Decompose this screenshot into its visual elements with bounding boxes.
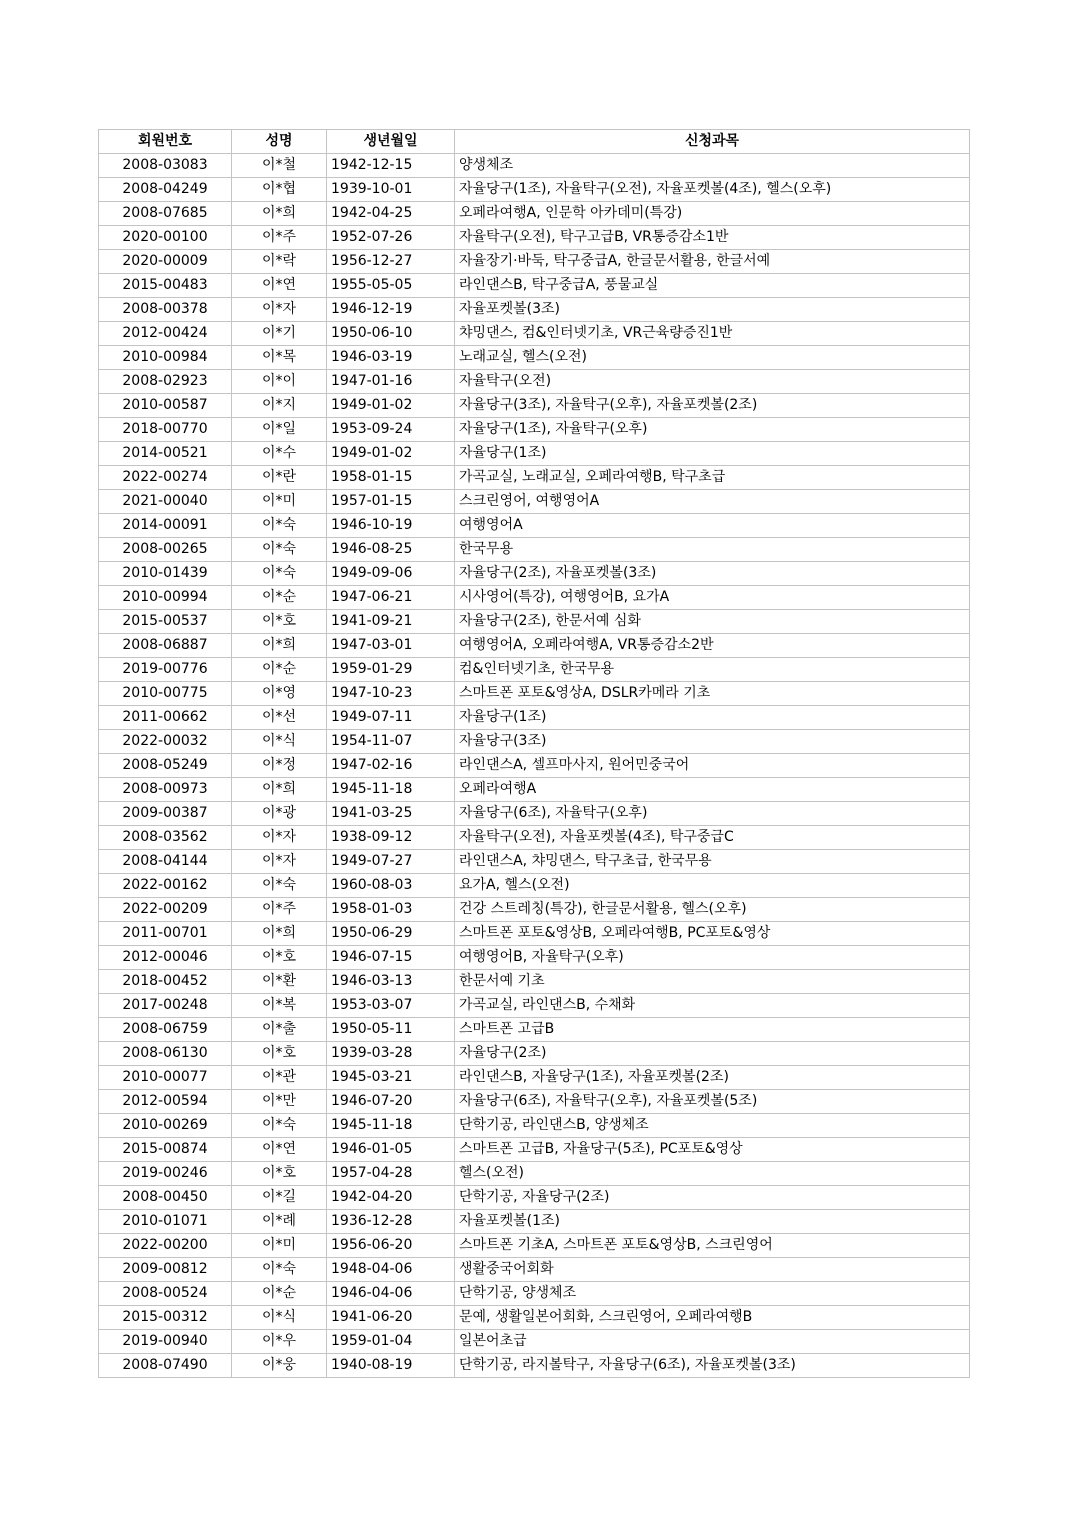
courses-cell: 단학기공, 양생체조 xyxy=(455,1282,970,1306)
table-row xyxy=(99,1186,970,1210)
courses-cell: 자율당구(2조), 한문서예 심화 xyxy=(455,610,970,634)
member-name-cell: 이*희 xyxy=(232,778,327,802)
header-birthdate: 생년월일 xyxy=(327,130,455,154)
member-name-cell: 이*기 xyxy=(232,322,327,346)
courses-cell: 스마트폰 고급B xyxy=(455,1018,970,1042)
table-row xyxy=(99,634,970,658)
table-row xyxy=(99,682,970,706)
member-name-cell: 이*숙 xyxy=(232,1258,327,1282)
table-row xyxy=(99,1354,970,1378)
birthdate-cell: 1948-04-06 xyxy=(327,1258,455,1282)
courses-cell: 자율당구(1조), 자율탁구(오후) xyxy=(455,418,970,442)
courses-cell: 챠밍댄스, 컴&인터넷기초, VR근육량증진1반 xyxy=(455,322,970,346)
birthdate-cell: 1958-01-03 xyxy=(327,898,455,922)
courses-cell: 라인댄스B, 자율당구(1조), 자율포켓볼(2조) xyxy=(455,1066,970,1090)
courses-cell: 단학기공, 라지볼탁구, 자율당구(6조), 자율포켓볼(3조) xyxy=(455,1354,970,1378)
member-id-cell: 2021-00040 xyxy=(99,490,232,514)
table-row xyxy=(99,1234,970,1258)
courses-cell: 일본어초급 xyxy=(455,1330,970,1354)
table-row xyxy=(99,706,970,730)
member-course-table xyxy=(98,129,970,1378)
member-name-cell: 이*수 xyxy=(232,442,327,466)
table-row xyxy=(99,418,970,442)
birthdate-cell: 1949-07-11 xyxy=(327,706,455,730)
table-row xyxy=(99,802,970,826)
table-row xyxy=(99,754,970,778)
courses-cell: 한국무용 xyxy=(455,538,970,562)
member-id-cell: 2022-00200 xyxy=(99,1234,232,1258)
birthdate-cell: 1956-06-20 xyxy=(327,1234,455,1258)
courses-cell: 자율당구(3조) xyxy=(455,730,970,754)
member-name-cell: 이*철 xyxy=(232,154,327,178)
table-row xyxy=(99,1090,970,1114)
courses-cell: 자율포켓볼(1조) xyxy=(455,1210,970,1234)
member-name-cell: 이*락 xyxy=(232,250,327,274)
courses-cell: 단학기공, 자율당구(2조) xyxy=(455,1186,970,1210)
birthdate-cell: 1941-09-21 xyxy=(327,610,455,634)
birthdate-cell: 1946-03-13 xyxy=(327,970,455,994)
birthdate-cell: 1950-05-11 xyxy=(327,1018,455,1042)
courses-cell: 여행영어B, 자율탁구(오후) xyxy=(455,946,970,970)
courses-cell: 단학기공, 라인댄스B, 양생체조 xyxy=(455,1114,970,1138)
birthdate-cell: 1942-04-20 xyxy=(327,1186,455,1210)
table-row xyxy=(99,226,970,250)
header-member-id: 회원번호 xyxy=(99,130,232,154)
courses-cell: 자율포켓볼(3조) xyxy=(455,298,970,322)
member-name-cell: 이*길 xyxy=(232,1186,327,1210)
courses-cell: 스크린영어, 여행영어A xyxy=(455,490,970,514)
member-name-cell: 이*미 xyxy=(232,490,327,514)
courses-cell: 스마트폰 기초A, 스마트폰 포토&영상B, 스크린영어 xyxy=(455,1234,970,1258)
table-row xyxy=(99,1306,970,1330)
member-name-cell: 이*영 xyxy=(232,682,327,706)
member-id-cell: 2017-00248 xyxy=(99,994,232,1018)
member-id-cell: 2022-00274 xyxy=(99,466,232,490)
courses-cell: 컴&인터넷기초, 한국무용 xyxy=(455,658,970,682)
member-id-cell: 2008-06759 xyxy=(99,1018,232,1042)
table-body xyxy=(99,154,970,1378)
member-id-cell: 2015-00874 xyxy=(99,1138,232,1162)
birthdate-cell: 1949-01-02 xyxy=(327,394,455,418)
member-name-cell: 이*지 xyxy=(232,394,327,418)
birthdate-cell: 1942-12-15 xyxy=(327,154,455,178)
birthdate-cell: 1958-01-15 xyxy=(327,466,455,490)
table-row xyxy=(99,154,970,178)
table-row xyxy=(99,658,970,682)
birthdate-cell: 1941-06-20 xyxy=(327,1306,455,1330)
table-row xyxy=(99,322,970,346)
courses-cell: 가곡교실, 노래교실, 오페라여행B, 탁구초급 xyxy=(455,466,970,490)
birthdate-cell: 1946-03-19 xyxy=(327,346,455,370)
courses-cell: 자율당구(1조) xyxy=(455,442,970,466)
member-id-cell: 2008-00524 xyxy=(99,1282,232,1306)
member-id-cell: 2019-00940 xyxy=(99,1330,232,1354)
member-id-cell: 2008-03083 xyxy=(99,154,232,178)
member-name-cell: 이*순 xyxy=(232,586,327,610)
member-name-cell: 이*선 xyxy=(232,706,327,730)
member-name-cell: 이*이 xyxy=(232,370,327,394)
birthdate-cell: 1946-07-15 xyxy=(327,946,455,970)
birthdate-cell: 1946-10-19 xyxy=(327,514,455,538)
birthdate-cell: 1959-01-29 xyxy=(327,658,455,682)
member-name-cell: 이*자 xyxy=(232,298,327,322)
table-row xyxy=(99,202,970,226)
courses-cell: 양생체조 xyxy=(455,154,970,178)
member-id-cell: 2010-00984 xyxy=(99,346,232,370)
member-name-cell: 이*주 xyxy=(232,226,327,250)
birthdate-cell: 1942-04-25 xyxy=(327,202,455,226)
member-id-cell: 2010-00269 xyxy=(99,1114,232,1138)
courses-cell: 라인댄스A, 챠밍댄스, 탁구초급, 한국무용 xyxy=(455,850,970,874)
member-id-cell: 2008-04144 xyxy=(99,850,232,874)
table-row xyxy=(99,586,970,610)
table-header xyxy=(99,130,970,154)
birthdate-cell: 1947-10-23 xyxy=(327,682,455,706)
table-row xyxy=(99,778,970,802)
table-row xyxy=(99,874,970,898)
birthdate-cell: 1940-08-19 xyxy=(327,1354,455,1378)
table-row xyxy=(99,1066,970,1090)
birthdate-cell: 1952-07-26 xyxy=(327,226,455,250)
courses-cell: 노래교실, 헬스(오전) xyxy=(455,346,970,370)
birthdate-cell: 1959-01-04 xyxy=(327,1330,455,1354)
header-courses: 신청과목 xyxy=(455,130,970,154)
member-id-cell: 2015-00537 xyxy=(99,610,232,634)
table-row xyxy=(99,490,970,514)
table-row xyxy=(99,1258,970,1282)
table-row xyxy=(99,442,970,466)
courses-cell: 자율당구(3조), 자율탁구(오후), 자율포켓볼(2조) xyxy=(455,394,970,418)
member-name-cell: 이*만 xyxy=(232,1090,327,1114)
birthdate-cell: 1938-09-12 xyxy=(327,826,455,850)
header-row xyxy=(99,130,970,154)
member-name-cell: 이*란 xyxy=(232,466,327,490)
member-name-cell: 이*일 xyxy=(232,418,327,442)
table-row xyxy=(99,1330,970,1354)
member-name-cell: 이*목 xyxy=(232,346,327,370)
courses-cell: 자율당구(1조), 자율탁구(오전), 자율포켓볼(4조), 헬스(오후) xyxy=(455,178,970,202)
courses-cell: 헬스(오전) xyxy=(455,1162,970,1186)
member-name-cell: 이*웅 xyxy=(232,1354,327,1378)
courses-cell: 자율당구(6조), 자율탁구(오후), 자율포켓볼(5조) xyxy=(455,1090,970,1114)
table-row xyxy=(99,370,970,394)
member-id-cell: 2020-00100 xyxy=(99,226,232,250)
table-row xyxy=(99,898,970,922)
birthdate-cell: 1955-05-05 xyxy=(327,274,455,298)
member-name-cell: 이*자 xyxy=(232,850,327,874)
table-row xyxy=(99,514,970,538)
birthdate-cell: 1947-02-16 xyxy=(327,754,455,778)
member-name-cell: 이*순 xyxy=(232,658,327,682)
birthdate-cell: 1949-07-27 xyxy=(327,850,455,874)
courses-cell: 오페라여행A, 인문학 아카데미(특강) xyxy=(455,202,970,226)
member-name-cell: 이*자 xyxy=(232,826,327,850)
member-id-cell: 2010-00775 xyxy=(99,682,232,706)
birthdate-cell: 1947-01-16 xyxy=(327,370,455,394)
member-id-cell: 2010-00077 xyxy=(99,1066,232,1090)
member-name-cell: 이*관 xyxy=(232,1066,327,1090)
courses-cell: 오페라여행A xyxy=(455,778,970,802)
courses-cell: 라인댄스A, 셀프마사지, 원어민중국어 xyxy=(455,754,970,778)
birthdate-cell: 1957-04-28 xyxy=(327,1162,455,1186)
courses-cell: 문예, 생활일본어회화, 스크린영어, 오페라여행B xyxy=(455,1306,970,1330)
member-name-cell: 이*순 xyxy=(232,1282,327,1306)
member-name-cell: 이*숙 xyxy=(232,514,327,538)
table-row xyxy=(99,994,970,1018)
table-row xyxy=(99,850,970,874)
birthdate-cell: 1945-11-18 xyxy=(327,778,455,802)
member-name-cell: 이*희 xyxy=(232,922,327,946)
birthdate-cell: 1939-03-28 xyxy=(327,1042,455,1066)
courses-cell: 여행영어A xyxy=(455,514,970,538)
member-id-cell: 2022-00162 xyxy=(99,874,232,898)
member-id-cell: 2008-00973 xyxy=(99,778,232,802)
table-row xyxy=(99,466,970,490)
member-id-cell: 2008-02923 xyxy=(99,370,232,394)
member-id-cell: 2008-00265 xyxy=(99,538,232,562)
member-id-cell: 2008-07685 xyxy=(99,202,232,226)
member-name-cell: 이*복 xyxy=(232,994,327,1018)
member-id-cell: 2008-05249 xyxy=(99,754,232,778)
table-row xyxy=(99,1210,970,1234)
member-id-cell: 2008-06130 xyxy=(99,1042,232,1066)
table-row xyxy=(99,1042,970,1066)
courses-cell: 자율탁구(오전), 탁구고급B, VR통증감소1반 xyxy=(455,226,970,250)
member-name-cell: 이*연 xyxy=(232,1138,327,1162)
birthdate-cell: 1945-03-21 xyxy=(327,1066,455,1090)
member-name-cell: 이*호 xyxy=(232,1162,327,1186)
member-id-cell: 2014-00521 xyxy=(99,442,232,466)
birthdate-cell: 1946-08-25 xyxy=(327,538,455,562)
member-id-cell: 2022-00032 xyxy=(99,730,232,754)
table-row xyxy=(99,922,970,946)
courses-cell: 스마트폰 고급B, 자율당구(5조), PC포토&영상 xyxy=(455,1138,970,1162)
member-id-cell: 2010-01439 xyxy=(99,562,232,586)
birthdate-cell: 1946-07-20 xyxy=(327,1090,455,1114)
table-row xyxy=(99,274,970,298)
courses-cell: 자율당구(1조) xyxy=(455,706,970,730)
courses-cell: 가곡교실, 라인댄스B, 수채화 xyxy=(455,994,970,1018)
table-row xyxy=(99,610,970,634)
member-id-cell: 2010-01071 xyxy=(99,1210,232,1234)
courses-cell: 스마트폰 포토&영상A, DSLR카메라 기초 xyxy=(455,682,970,706)
member-name-cell: 이*식 xyxy=(232,730,327,754)
member-name-cell: 이*숙 xyxy=(232,874,327,898)
member-name-cell: 이*환 xyxy=(232,970,327,994)
member-name-cell: 이*미 xyxy=(232,1234,327,1258)
member-name-cell: 이*호 xyxy=(232,1042,327,1066)
birthdate-cell: 1941-03-25 xyxy=(327,802,455,826)
table-row xyxy=(99,178,970,202)
courses-cell: 여행영어A, 오페라여행A, VR통증감소2반 xyxy=(455,634,970,658)
birthdate-cell: 1946-01-05 xyxy=(327,1138,455,1162)
table-row xyxy=(99,562,970,586)
courses-cell: 스마트폰 포토&영상B, 오페라여행B, PC포토&영상 xyxy=(455,922,970,946)
courses-cell: 자율당구(2조) xyxy=(455,1042,970,1066)
birthdate-cell: 1946-12-19 xyxy=(327,298,455,322)
member-name-cell: 이*주 xyxy=(232,898,327,922)
member-id-cell: 2008-00450 xyxy=(99,1186,232,1210)
table-row xyxy=(99,1162,970,1186)
table-row xyxy=(99,1114,970,1138)
member-name-cell: 이*우 xyxy=(232,1330,327,1354)
member-name-cell: 이*호 xyxy=(232,946,327,970)
member-name-cell: 이*희 xyxy=(232,634,327,658)
table-row xyxy=(99,250,970,274)
member-id-cell: 2012-00594 xyxy=(99,1090,232,1114)
member-id-cell: 2018-00452 xyxy=(99,970,232,994)
header-name: 성명 xyxy=(232,130,327,154)
birthdate-cell: 1949-09-06 xyxy=(327,562,455,586)
birthdate-cell: 1950-06-10 xyxy=(327,322,455,346)
table-row xyxy=(99,1282,970,1306)
table-row xyxy=(99,1138,970,1162)
birthdate-cell: 1960-08-03 xyxy=(327,874,455,898)
courses-cell: 자율당구(2조), 자율포켓볼(3조) xyxy=(455,562,970,586)
courses-cell: 자율탁구(오전), 자율포켓볼(4조), 탁구중급C xyxy=(455,826,970,850)
birthdate-cell: 1953-03-07 xyxy=(327,994,455,1018)
member-id-cell: 2010-00994 xyxy=(99,586,232,610)
member-name-cell: 이*광 xyxy=(232,802,327,826)
table-row xyxy=(99,538,970,562)
member-id-cell: 2009-00812 xyxy=(99,1258,232,1282)
member-id-cell: 2008-06887 xyxy=(99,634,232,658)
table-row xyxy=(99,394,970,418)
birthdate-cell: 1954-11-07 xyxy=(327,730,455,754)
courses-cell: 자율장기·바둑, 탁구중급A, 한글문서활용, 한글서예 xyxy=(455,250,970,274)
member-id-cell: 2018-00770 xyxy=(99,418,232,442)
birthdate-cell: 1947-03-01 xyxy=(327,634,455,658)
member-id-cell: 2012-00424 xyxy=(99,322,232,346)
birthdate-cell: 1953-09-24 xyxy=(327,418,455,442)
table-row xyxy=(99,298,970,322)
birthdate-cell: 1936-12-28 xyxy=(327,1210,455,1234)
table-row xyxy=(99,970,970,994)
member-id-cell: 2020-00009 xyxy=(99,250,232,274)
member-id-cell: 2010-00587 xyxy=(99,394,232,418)
member-id-cell: 2008-03562 xyxy=(99,826,232,850)
birthdate-cell: 1949-01-02 xyxy=(327,442,455,466)
birthdate-cell: 1956-12-27 xyxy=(327,250,455,274)
birthdate-cell: 1950-06-29 xyxy=(327,922,455,946)
member-name-cell: 이*출 xyxy=(232,1018,327,1042)
member-id-cell: 2014-00091 xyxy=(99,514,232,538)
member-name-cell: 이*례 xyxy=(232,1210,327,1234)
table-row xyxy=(99,946,970,970)
member-id-cell: 2008-07490 xyxy=(99,1354,232,1378)
table-row xyxy=(99,826,970,850)
member-name-cell: 이*식 xyxy=(232,1306,327,1330)
courses-cell: 한문서예 기초 xyxy=(455,970,970,994)
courses-cell: 자율탁구(오전) xyxy=(455,370,970,394)
birthdate-cell: 1939-10-01 xyxy=(327,178,455,202)
birthdate-cell: 1957-01-15 xyxy=(327,490,455,514)
table-row xyxy=(99,346,970,370)
courses-cell: 시사영어(특강), 여행영어B, 요가A xyxy=(455,586,970,610)
member-id-cell: 2019-00246 xyxy=(99,1162,232,1186)
birthdate-cell: 1945-11-18 xyxy=(327,1114,455,1138)
table-row xyxy=(99,1018,970,1042)
member-id-cell: 2011-00701 xyxy=(99,922,232,946)
table-row xyxy=(99,730,970,754)
member-id-cell: 2008-00378 xyxy=(99,298,232,322)
member-name-cell: 이*연 xyxy=(232,274,327,298)
member-name-cell: 이*협 xyxy=(232,178,327,202)
member-id-cell: 2012-00046 xyxy=(99,946,232,970)
courses-cell: 라인댄스B, 탁구중급A, 풍물교실 xyxy=(455,274,970,298)
member-name-cell: 이*숙 xyxy=(232,538,327,562)
member-id-cell: 2009-00387 xyxy=(99,802,232,826)
member-name-cell: 이*정 xyxy=(232,754,327,778)
courses-cell: 요가A, 헬스(오전) xyxy=(455,874,970,898)
member-id-cell: 2015-00483 xyxy=(99,274,232,298)
courses-cell: 자율당구(6조), 자율탁구(오후) xyxy=(455,802,970,826)
courses-cell: 생활중국어회화 xyxy=(455,1258,970,1282)
courses-cell: 건강 스트레칭(특강), 한글문서활용, 헬스(오후) xyxy=(455,898,970,922)
member-id-cell: 2019-00776 xyxy=(99,658,232,682)
birthdate-cell: 1947-06-21 xyxy=(327,586,455,610)
member-id-cell: 2008-04249 xyxy=(99,178,232,202)
member-id-cell: 2022-00209 xyxy=(99,898,232,922)
member-name-cell: 이*호 xyxy=(232,610,327,634)
member-id-cell: 2015-00312 xyxy=(99,1306,232,1330)
member-name-cell: 이*숙 xyxy=(232,562,327,586)
birthdate-cell: 1946-04-06 xyxy=(327,1282,455,1306)
member-name-cell: 이*희 xyxy=(232,202,327,226)
member-name-cell: 이*숙 xyxy=(232,1114,327,1138)
member-id-cell: 2011-00662 xyxy=(99,706,232,730)
